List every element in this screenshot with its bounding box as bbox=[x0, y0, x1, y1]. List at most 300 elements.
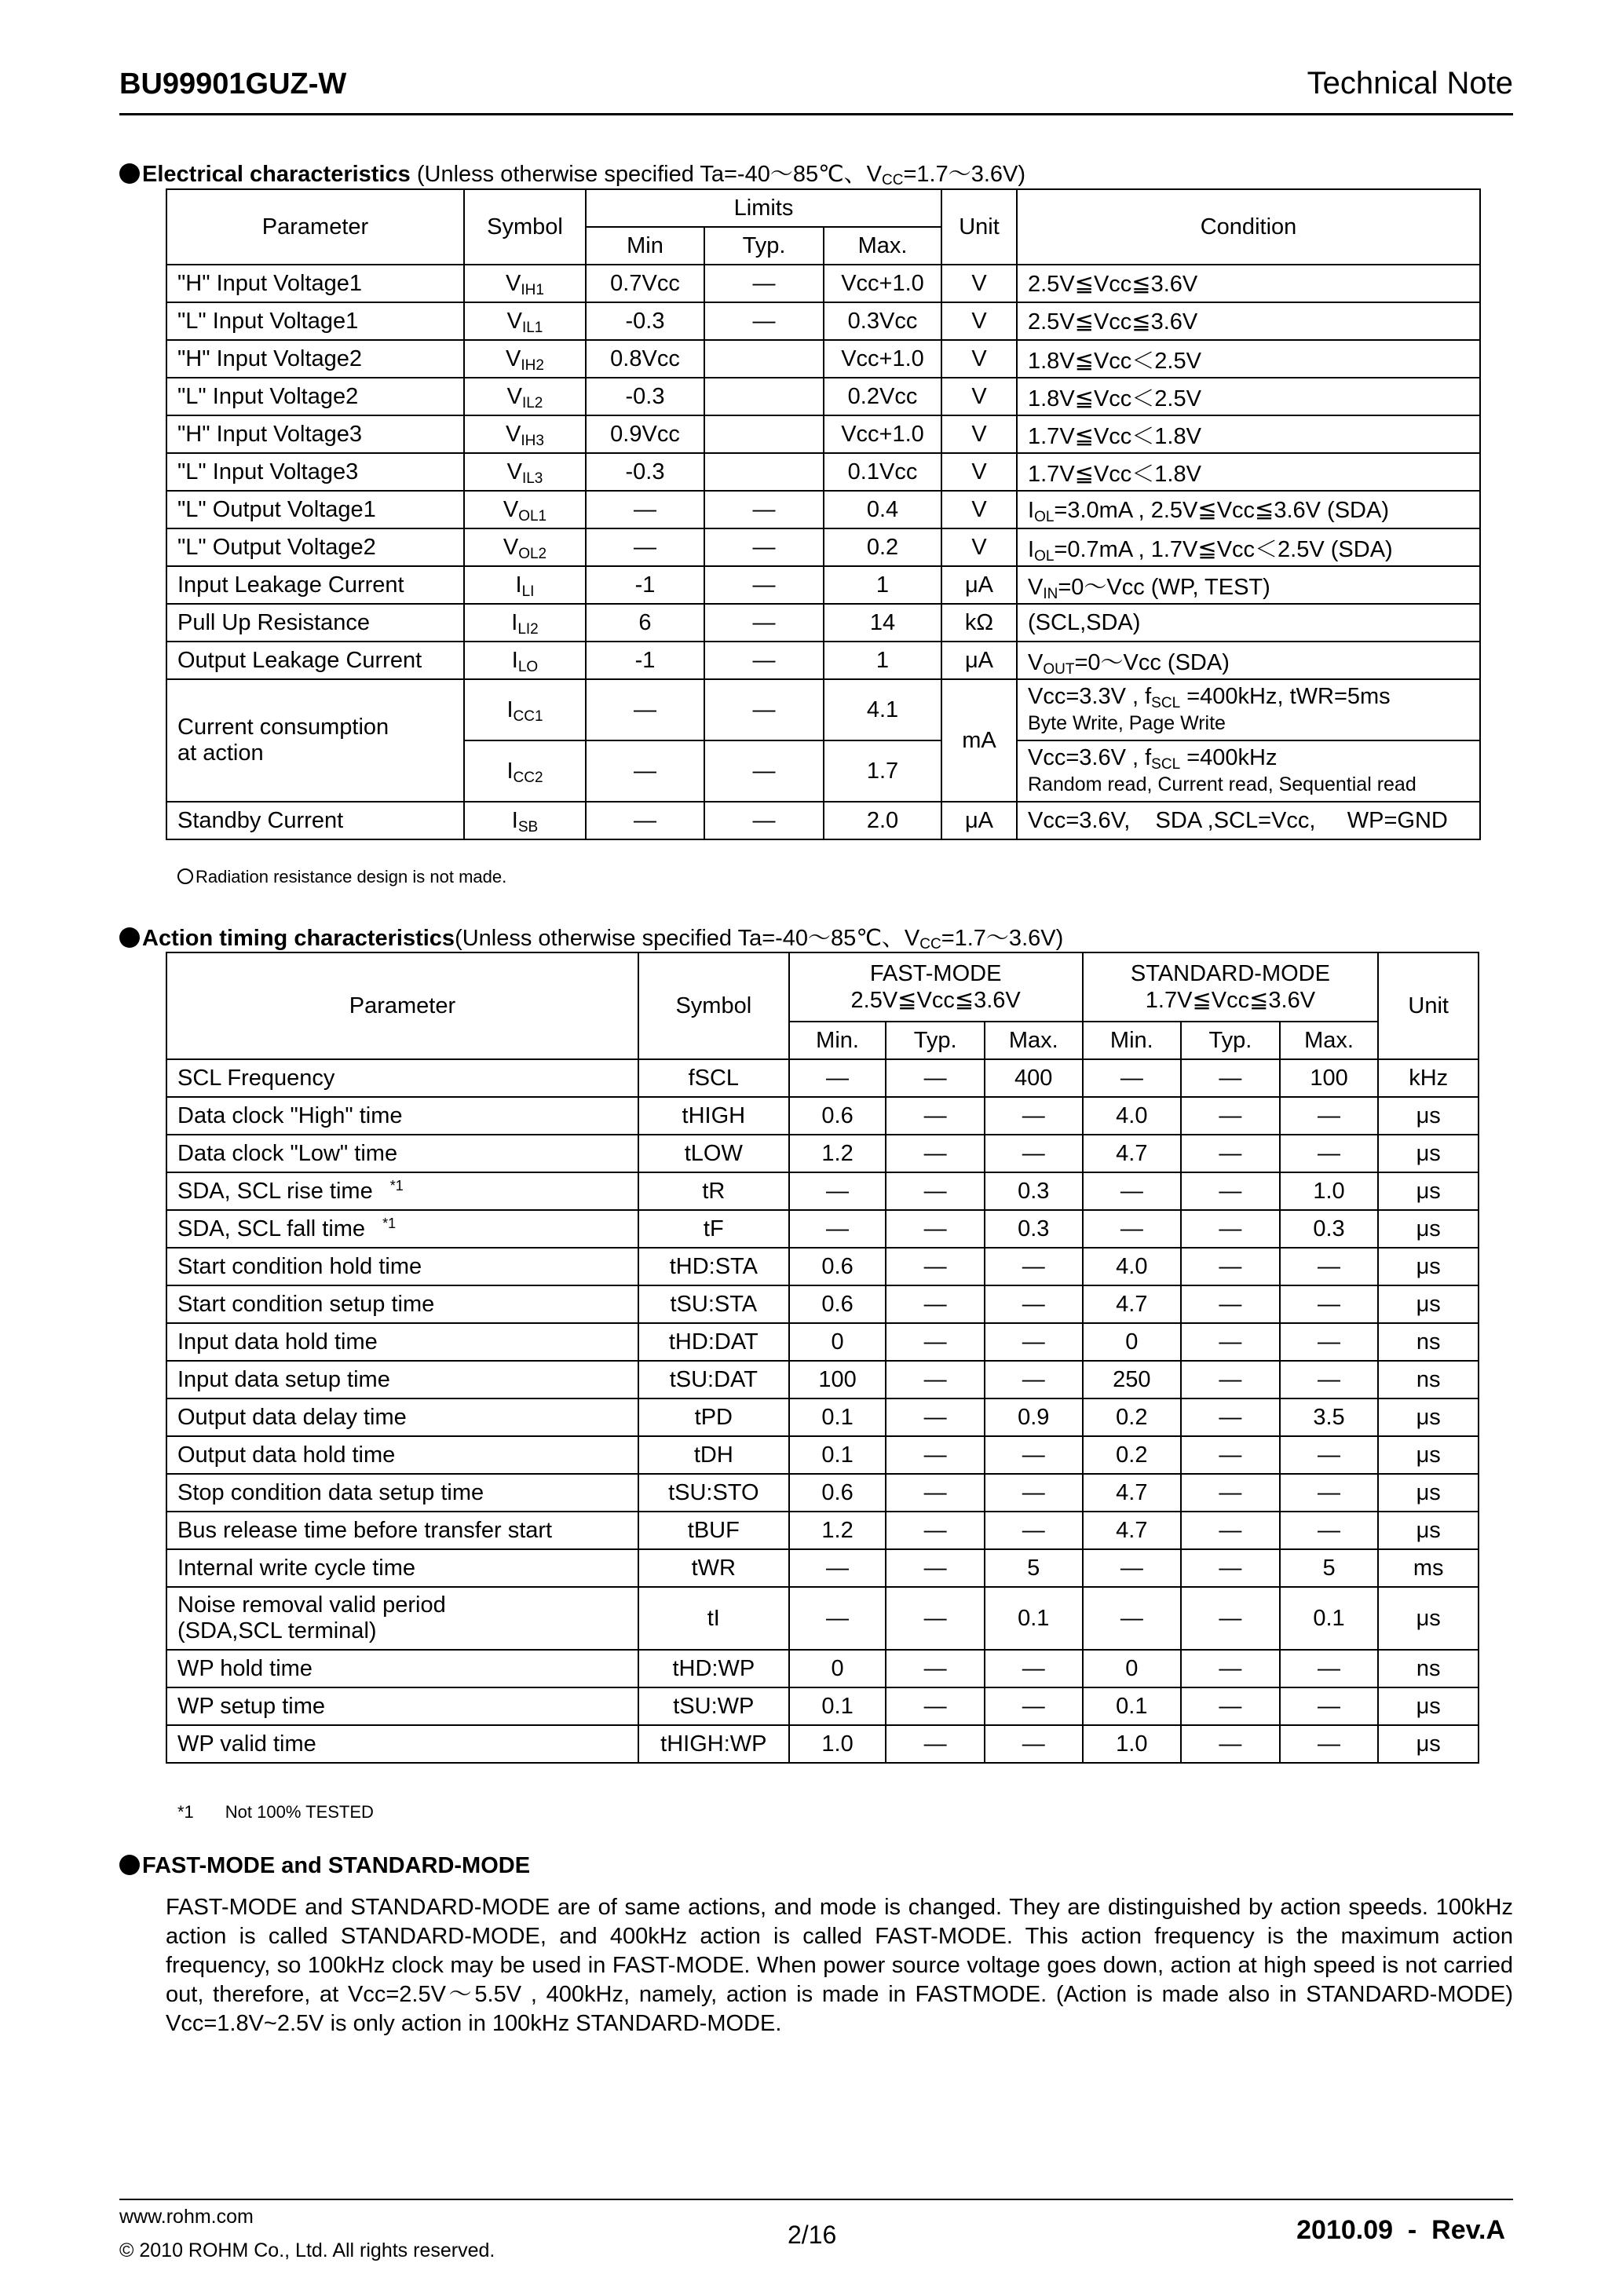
smin-cell: 4.7 bbox=[1083, 1512, 1182, 1549]
min-cell: — bbox=[586, 528, 704, 566]
fmax-cell: 0.1 bbox=[985, 1587, 1083, 1650]
condition-cell: $V_{IN}=0\sim Vcc$ (WP, TEST) bbox=[1017, 566, 1480, 604]
timing-section-title: Action timing characteristics(Unless otherwise specified Ta=-40～85℃、$V_{CC}=1.7\sim 3.6V$) bbox=[119, 920, 1063, 952]
document-type: Technical Note bbox=[1307, 66, 1513, 101]
param-cell: Noise removal valid period (SDA,SCL terminal) bbox=[166, 1587, 638, 1650]
fmin-cell: — bbox=[789, 1587, 886, 1650]
smin-cell: 1.0 bbox=[1083, 1725, 1182, 1763]
symbol-cell: tHIGH bbox=[638, 1097, 789, 1135]
unit-cell: μA bbox=[941, 642, 1017, 679]
table-row bbox=[166, 265, 1480, 302]
fmin-cell: 0 bbox=[789, 1650, 886, 1687]
symbol-cell: tSU:STA bbox=[638, 1285, 789, 1323]
footer-website: www.rohm.com bbox=[119, 2206, 254, 2228]
typ-cell: — bbox=[704, 740, 824, 802]
footnote bbox=[177, 1802, 374, 1823]
table-row bbox=[166, 566, 1480, 604]
symbol-cell: tLOW bbox=[638, 1135, 789, 1172]
table-row bbox=[166, 1474, 1479, 1512]
table-row-current-1 bbox=[166, 679, 1480, 740]
footnote-text: Not 100% TESTED bbox=[225, 1802, 374, 1822]
fmax-cell: — bbox=[985, 1436, 1083, 1474]
ftyp-cell: — bbox=[886, 1135, 985, 1172]
bullet-icon bbox=[119, 927, 140, 948]
elec-title: Electrical characteristics bbox=[142, 162, 411, 187]
symbol-cell: $V_{IH3}$ bbox=[464, 415, 586, 453]
unit-cell: μs bbox=[1378, 1474, 1479, 1512]
unit-cell: V bbox=[941, 491, 1017, 528]
header-divider bbox=[119, 113, 1513, 115]
smin-cell: — bbox=[1083, 1059, 1182, 1097]
max-cell: 0.4 bbox=[824, 491, 941, 528]
fmax-cell: — bbox=[985, 1323, 1083, 1361]
param-cell: "L" Input Voltage3 bbox=[166, 453, 464, 491]
param-cell: WP hold time bbox=[166, 1650, 638, 1687]
min-cell: -1 bbox=[586, 566, 704, 604]
unit-cell: μs bbox=[1378, 1512, 1479, 1549]
min-cell: — bbox=[586, 491, 704, 528]
col-header-unit: Unit bbox=[941, 189, 1017, 265]
footer-divider bbox=[119, 2199, 1513, 2200]
unit-cell: mA bbox=[941, 679, 1017, 802]
min-cell: 0.7Vcc bbox=[586, 265, 704, 302]
condition-cell: (SCL,SDA) bbox=[1017, 604, 1480, 642]
smin-cell: — bbox=[1083, 1172, 1182, 1210]
symbol-cell: $V_{IL2}$ bbox=[464, 378, 586, 415]
ftyp-cell: — bbox=[886, 1587, 985, 1650]
unit-cell: V bbox=[941, 415, 1017, 453]
smax-cell: — bbox=[1280, 1248, 1379, 1285]
table-row bbox=[166, 1587, 1479, 1650]
ftyp-cell: — bbox=[886, 1474, 985, 1512]
param-cell: Standby Current bbox=[166, 802, 464, 839]
max-cell: 1 bbox=[824, 566, 941, 604]
fmax-cell: 400 bbox=[985, 1059, 1083, 1097]
symbol-cell: tSU:STO bbox=[638, 1474, 789, 1512]
ftyp-cell: — bbox=[886, 1323, 985, 1361]
symbol-cell: $V_{IL3}$ bbox=[464, 453, 586, 491]
styp-cell: — bbox=[1181, 1210, 1280, 1248]
fmin-cell: — bbox=[789, 1172, 886, 1210]
footnote-mark: *1 bbox=[177, 1802, 194, 1822]
table-row bbox=[166, 1097, 1479, 1135]
fmax-cell: — bbox=[985, 1512, 1083, 1549]
max-cell: 1.7 bbox=[824, 740, 941, 802]
page-number: 2/16 bbox=[788, 2221, 837, 2249]
fmax-cell: — bbox=[985, 1474, 1083, 1512]
ftyp-cell: — bbox=[886, 1436, 985, 1474]
condition-cell: Vcc=3.6V, SDA ,SCL=Vcc, WP=GND bbox=[1017, 802, 1480, 839]
typ-cell: — bbox=[704, 802, 824, 839]
param-cell: Pull Up Resistance bbox=[166, 604, 464, 642]
typ-cell bbox=[704, 378, 824, 415]
ftyp-cell: — bbox=[886, 1097, 985, 1135]
symbol-cell: tF bbox=[638, 1210, 789, 1248]
symbol-cell: tR bbox=[638, 1172, 789, 1210]
col-header-fast-min: Min. bbox=[789, 1022, 886, 1059]
unit-cell: μs bbox=[1378, 1687, 1479, 1725]
symbol-cell: fSCL bbox=[638, 1059, 789, 1097]
symbol-cell: $I_{CC2}$ bbox=[464, 740, 586, 802]
table-row bbox=[166, 1323, 1479, 1361]
max-cell: Vcc+1.0 bbox=[824, 265, 941, 302]
smin-cell: 0 bbox=[1083, 1323, 1182, 1361]
ftyp-cell: — bbox=[886, 1172, 985, 1210]
smax-cell: — bbox=[1280, 1512, 1379, 1549]
fmax-cell: — bbox=[985, 1097, 1083, 1135]
param-cell: Bus release time before transfer start bbox=[166, 1512, 638, 1549]
fmax-cell: — bbox=[985, 1650, 1083, 1687]
fmax-cell: 0.3 bbox=[985, 1172, 1083, 1210]
param-cell: Start condition setup time bbox=[166, 1285, 638, 1323]
table-row bbox=[166, 1512, 1479, 1549]
styp-cell: — bbox=[1181, 1323, 1280, 1361]
unit-cell: μs bbox=[1378, 1097, 1479, 1135]
styp-cell: — bbox=[1181, 1650, 1280, 1687]
smax-cell: — bbox=[1280, 1436, 1379, 1474]
styp-cell: — bbox=[1181, 1474, 1280, 1512]
param-cell: Input data hold time bbox=[166, 1323, 638, 1361]
param-cell: "H" Input Voltage1 bbox=[166, 265, 464, 302]
param-cell: Output Leakage Current bbox=[166, 642, 464, 679]
ftyp-cell: — bbox=[886, 1725, 985, 1763]
unit-cell: V bbox=[941, 302, 1017, 340]
smax-cell: — bbox=[1280, 1474, 1379, 1512]
styp-cell: — bbox=[1181, 1172, 1280, 1210]
styp-cell: — bbox=[1181, 1687, 1280, 1725]
unit-cell: ms bbox=[1378, 1549, 1479, 1587]
table-row bbox=[166, 1725, 1479, 1763]
condition-cell: $I_{OL}=3.0mA$ , 2.5V≦Vcc≦3.6V (SDA) bbox=[1017, 491, 1480, 528]
table-row bbox=[166, 1059, 1479, 1097]
param-cell: "H" Input Voltage3 bbox=[166, 415, 464, 453]
ftyp-cell: — bbox=[886, 1687, 985, 1725]
param-cell: Data clock "Low" time bbox=[166, 1135, 638, 1172]
max-cell: 0.2Vcc bbox=[824, 378, 941, 415]
mode-title: FAST-MODE and STANDARD-MODE bbox=[142, 1853, 531, 1878]
fmin-cell: 1.0 bbox=[789, 1725, 886, 1763]
smin-cell: 4.7 bbox=[1083, 1135, 1182, 1172]
max-cell: Vcc+1.0 bbox=[824, 415, 941, 453]
col-header-symbol: Symbol bbox=[638, 952, 789, 1059]
condition-cell: $V_{OUT}=0\sim Vcc$ (SDA) bbox=[1017, 642, 1480, 679]
symbol-cell: tI bbox=[638, 1587, 789, 1650]
symbol-cell: $V_{IH2}$ bbox=[464, 340, 586, 378]
symbol-cell: tSU:DAT bbox=[638, 1361, 789, 1398]
styp-cell: — bbox=[1181, 1549, 1280, 1587]
condition-cell: 1.7V≦Vcc＜1.8V bbox=[1017, 453, 1480, 491]
table-row-standby bbox=[166, 802, 1480, 839]
param-cell: "H" Input Voltage2 bbox=[166, 340, 464, 378]
symbol-cell: $V_{OL1}$ bbox=[464, 491, 586, 528]
elec-section-title: Electrical characteristics (Unless otherwise specified Ta=-40～85℃、$V_{CC}=1.7\sim 3.6V$) bbox=[119, 156, 1025, 188]
typ-cell: — bbox=[704, 302, 824, 340]
unit-cell: V bbox=[941, 340, 1017, 378]
max-cell: 0.3Vcc bbox=[824, 302, 941, 340]
param-cell: Input Leakage Current bbox=[166, 566, 464, 604]
unit-cell: μs bbox=[1378, 1725, 1479, 1763]
param-cell: Output data delay time bbox=[166, 1398, 638, 1436]
min-cell: — bbox=[586, 679, 704, 740]
timing-title: Action timing characteristics bbox=[142, 926, 455, 951]
fmax-cell: — bbox=[985, 1285, 1083, 1323]
smax-cell: — bbox=[1280, 1135, 1379, 1172]
smin-cell: 0 bbox=[1083, 1650, 1182, 1687]
fmin-cell: 100 bbox=[789, 1361, 886, 1398]
unit-cell: V bbox=[941, 265, 1017, 302]
typ-cell bbox=[704, 340, 824, 378]
col-header-std-max: Max. bbox=[1280, 1022, 1379, 1059]
symbol-cell: tHD:WP bbox=[638, 1650, 789, 1687]
symbol-cell: $I_{SB}$ bbox=[464, 802, 586, 839]
fmin-cell: 0.6 bbox=[789, 1474, 886, 1512]
min-cell: 6 bbox=[586, 604, 704, 642]
smin-cell: 0.1 bbox=[1083, 1687, 1182, 1725]
action-timing-table bbox=[166, 952, 1479, 1764]
table-row bbox=[166, 1687, 1479, 1725]
smin-cell: 4.0 bbox=[1083, 1097, 1182, 1135]
col-header-limits: Limits bbox=[586, 189, 941, 227]
table-row bbox=[166, 1135, 1479, 1172]
ftyp-cell: — bbox=[886, 1285, 985, 1323]
fmin-cell: 0.6 bbox=[789, 1248, 886, 1285]
param-cell: SDA, SCL rise time $^{*1}$ bbox=[166, 1172, 638, 1210]
unit-cell: kΩ bbox=[941, 604, 1017, 642]
unit-cell: μs bbox=[1378, 1587, 1479, 1650]
table-row bbox=[166, 1549, 1479, 1587]
col-header-std-typ: Typ. bbox=[1181, 1022, 1280, 1059]
unit-cell: μs bbox=[1378, 1436, 1479, 1474]
unit-cell: ns bbox=[1378, 1650, 1479, 1687]
smax-cell: 3.5 bbox=[1280, 1398, 1379, 1436]
electrical-characteristics-table bbox=[166, 188, 1481, 840]
table-row bbox=[166, 1248, 1479, 1285]
min-cell: 0.8Vcc bbox=[586, 340, 704, 378]
condition-cell: 2.5V≦Vcc≦3.6V bbox=[1017, 302, 1480, 340]
unit-cell: ns bbox=[1378, 1323, 1479, 1361]
symbol-cell: $I_{LI2}$ bbox=[464, 604, 586, 642]
param-cell: SCL Frequency bbox=[166, 1059, 638, 1097]
mode-section-title bbox=[119, 1853, 530, 1879]
fmax-cell: — bbox=[985, 1248, 1083, 1285]
smin-cell: 250 bbox=[1083, 1361, 1182, 1398]
min-cell: -0.3 bbox=[586, 453, 704, 491]
ftyp-cell: — bbox=[886, 1210, 985, 1248]
fmin-cell: 0.1 bbox=[789, 1436, 886, 1474]
symbol-cell: tWR bbox=[638, 1549, 789, 1587]
table-row bbox=[166, 528, 1480, 566]
smin-cell: 4.0 bbox=[1083, 1248, 1182, 1285]
footer-copyright: © 2010 ROHM Co., Ltd. All rights reserved. bbox=[119, 2239, 495, 2261]
styp-cell: — bbox=[1181, 1512, 1280, 1549]
ftyp-cell: — bbox=[886, 1248, 985, 1285]
fmax-cell: — bbox=[985, 1725, 1083, 1763]
param-cell: Input data setup time bbox=[166, 1361, 638, 1398]
fmax-cell: — bbox=[985, 1135, 1083, 1172]
param-cell: Stop condition data setup time bbox=[166, 1474, 638, 1512]
min-cell: -0.3 bbox=[586, 302, 704, 340]
param-cell: Start condition hold time bbox=[166, 1248, 638, 1285]
unit-cell: kHz bbox=[1378, 1059, 1479, 1097]
unit-cell: μA bbox=[941, 566, 1017, 604]
max-cell: 0.2 bbox=[824, 528, 941, 566]
param-cell: "L" Output Voltage1 bbox=[166, 491, 464, 528]
unit-cell: μs bbox=[1378, 1172, 1479, 1210]
condition-cell: 1.8V≦Vcc＜2.5V bbox=[1017, 378, 1480, 415]
unit-cell: μs bbox=[1378, 1210, 1479, 1248]
fmax-cell: — bbox=[985, 1687, 1083, 1725]
styp-cell: — bbox=[1181, 1398, 1280, 1436]
table-row bbox=[166, 302, 1480, 340]
styp-cell: — bbox=[1181, 1097, 1280, 1135]
styp-cell: — bbox=[1181, 1285, 1280, 1323]
smax-cell: 0.3 bbox=[1280, 1210, 1379, 1248]
fmax-cell: 5 bbox=[985, 1549, 1083, 1587]
condition-cell: Vcc=3.3V , $f_{SCL} =400kHz$, tWR=5ms Byte Write, Page Write bbox=[1017, 679, 1480, 740]
param-cell: "L" Input Voltage1 bbox=[166, 302, 464, 340]
table-row bbox=[166, 453, 1480, 491]
smin-cell: 4.7 bbox=[1083, 1285, 1182, 1323]
unit-cell: μs bbox=[1378, 1135, 1479, 1172]
smax-cell: — bbox=[1280, 1650, 1379, 1687]
table-row bbox=[166, 642, 1480, 679]
smax-cell: 1.0 bbox=[1280, 1172, 1379, 1210]
typ-cell: — bbox=[704, 604, 824, 642]
styp-cell: — bbox=[1181, 1248, 1280, 1285]
fmax-cell: — bbox=[985, 1361, 1083, 1398]
symbol-cell: $V_{IH1}$ bbox=[464, 265, 586, 302]
param-cell: Internal write cycle time bbox=[166, 1549, 638, 1587]
radiation-note: Radiation resistance design is not made. bbox=[177, 867, 506, 887]
table-row bbox=[166, 1210, 1479, 1248]
param-cell: WP setup time bbox=[166, 1687, 638, 1725]
symbol-cell: tHD:DAT bbox=[638, 1323, 789, 1361]
smin-cell: 0.2 bbox=[1083, 1398, 1182, 1436]
condition-cell: 2.5V≦Vcc≦3.6V bbox=[1017, 265, 1480, 302]
ftyp-cell: — bbox=[886, 1549, 985, 1587]
symbol-cell: tSU:WP bbox=[638, 1687, 789, 1725]
styp-cell: — bbox=[1181, 1436, 1280, 1474]
ftyp-cell: — bbox=[886, 1361, 985, 1398]
fmin-cell: — bbox=[789, 1059, 886, 1097]
revision-label: 2010.09 - Rev.A bbox=[1296, 2215, 1505, 2245]
table-row bbox=[166, 378, 1480, 415]
smax-cell: — bbox=[1280, 1725, 1379, 1763]
fmin-cell: 0.1 bbox=[789, 1687, 886, 1725]
bullet-icon bbox=[119, 163, 140, 184]
unit-cell: V bbox=[941, 378, 1017, 415]
param-cell: "L" Output Voltage2 bbox=[166, 528, 464, 566]
col-header-typ: Typ. bbox=[704, 227, 824, 265]
fmin-cell: 0.1 bbox=[789, 1398, 886, 1436]
unit-cell: V bbox=[941, 453, 1017, 491]
max-cell: 0.1Vcc bbox=[824, 453, 941, 491]
ftyp-cell: — bbox=[886, 1512, 985, 1549]
col-header-condition: Condition bbox=[1017, 189, 1480, 265]
max-cell: Vcc+1.0 bbox=[824, 340, 941, 378]
ftyp-cell: — bbox=[886, 1059, 985, 1097]
smin-cell: 0.2 bbox=[1083, 1436, 1182, 1474]
smax-cell: — bbox=[1280, 1285, 1379, 1323]
condition-cell: 1.8V≦Vcc＜2.5V bbox=[1017, 340, 1480, 378]
smax-cell: — bbox=[1280, 1323, 1379, 1361]
unit-cell: μs bbox=[1378, 1248, 1479, 1285]
max-cell: 2.0 bbox=[824, 802, 941, 839]
fmin-cell: 0.6 bbox=[789, 1097, 886, 1135]
symbol-cell: tHIGH:WP bbox=[638, 1725, 789, 1763]
symbol-cell: tHD:STA bbox=[638, 1248, 789, 1285]
fmax-cell: 0.9 bbox=[985, 1398, 1083, 1436]
table-row bbox=[166, 1436, 1479, 1474]
table-header-row bbox=[166, 952, 1479, 1022]
unit-cell: ns bbox=[1378, 1361, 1479, 1398]
min-cell: — bbox=[586, 740, 704, 802]
table-row bbox=[166, 415, 1480, 453]
fmax-cell: 0.3 bbox=[985, 1210, 1083, 1248]
col-header-standard-mode: STANDARD-MODE 1.7V≦Vcc≦3.6V bbox=[1083, 952, 1379, 1022]
styp-cell: — bbox=[1181, 1587, 1280, 1650]
min-cell: — bbox=[586, 802, 704, 839]
col-header-max: Max. bbox=[824, 227, 941, 265]
condition-cell: Vcc=3.6V , $f_{SCL} =400kHz$ Random read, Current read, Sequential read bbox=[1017, 740, 1480, 802]
smax-cell: — bbox=[1280, 1097, 1379, 1135]
smax-cell: 100 bbox=[1280, 1059, 1379, 1097]
styp-cell: — bbox=[1181, 1059, 1280, 1097]
typ-cell: — bbox=[704, 528, 824, 566]
symbol-cell: tDH bbox=[638, 1436, 789, 1474]
max-cell: 14 bbox=[824, 604, 941, 642]
typ-cell: — bbox=[704, 491, 824, 528]
param-cell: SDA, SCL fall time $^{*1}$ bbox=[166, 1210, 638, 1248]
table-row bbox=[166, 1650, 1479, 1687]
min-cell: -1 bbox=[586, 642, 704, 679]
smin-cell: 4.7 bbox=[1083, 1474, 1182, 1512]
smax-cell: — bbox=[1280, 1361, 1379, 1398]
col-header-unit: Unit bbox=[1378, 952, 1479, 1059]
symbol-cell: tPD bbox=[638, 1398, 789, 1436]
param-cell: WP valid time bbox=[166, 1725, 638, 1763]
unit-cell: V bbox=[941, 528, 1017, 566]
col-header-parameter: Parameter bbox=[166, 189, 464, 265]
fmin-cell: 1.2 bbox=[789, 1512, 886, 1549]
max-cell: 1 bbox=[824, 642, 941, 679]
symbol-cell: $V_{OL2}$ bbox=[464, 528, 586, 566]
circle-icon bbox=[177, 868, 193, 884]
symbol-cell: $I_{LI}$ bbox=[464, 566, 586, 604]
condition-cell: 1.7V≦Vcc＜1.8V bbox=[1017, 415, 1480, 453]
table-row bbox=[166, 1398, 1479, 1436]
fmin-cell: — bbox=[789, 1210, 886, 1248]
col-header-symbol: Symbol bbox=[464, 189, 586, 265]
param-cell: Output data hold time bbox=[166, 1436, 638, 1474]
table-row bbox=[166, 604, 1480, 642]
symbol-cell: $V_{IL1}$ bbox=[464, 302, 586, 340]
fmin-cell: 0.6 bbox=[789, 1285, 886, 1323]
typ-cell: — bbox=[704, 679, 824, 740]
col-header-fast-typ: Typ. bbox=[886, 1022, 985, 1059]
smin-cell: — bbox=[1083, 1549, 1182, 1587]
table-row bbox=[166, 491, 1480, 528]
table-row bbox=[166, 1361, 1479, 1398]
unit-cell: μs bbox=[1378, 1285, 1479, 1323]
symbol-cell: $I_{LO}$ bbox=[464, 642, 586, 679]
col-header-fast-max: Max. bbox=[985, 1022, 1083, 1059]
table-header-row bbox=[166, 189, 1480, 227]
col-header-std-min: Min. bbox=[1083, 1022, 1182, 1059]
table-row bbox=[166, 1172, 1479, 1210]
typ-cell: — bbox=[704, 566, 824, 604]
fmin-cell: 1.2 bbox=[789, 1135, 886, 1172]
